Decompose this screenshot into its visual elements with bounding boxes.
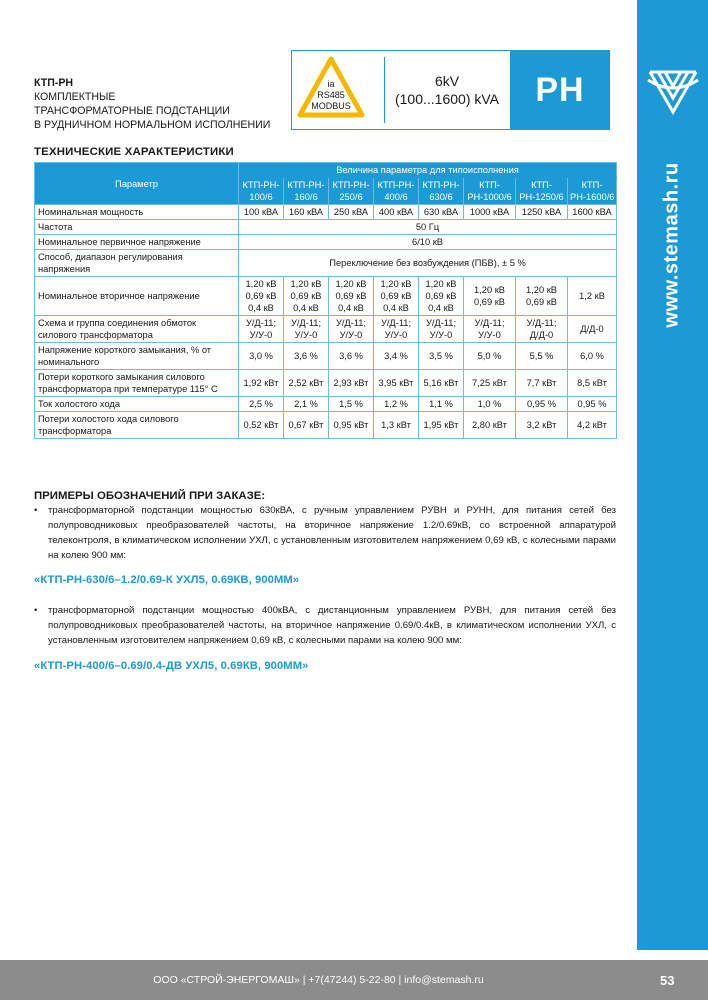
- footer-contacts: ООО «СТРОЙ-ЭНЕРГОМАШ» | +7(47244) 5-22-80 | info@stemash.ru: [153, 974, 484, 986]
- value-cell: 100 кВА: [239, 205, 284, 220]
- ia-modbus-badge: [296, 55, 366, 121]
- value-cell: 5,0 %: [464, 343, 516, 370]
- value-cell: 160 кВА: [284, 205, 329, 220]
- series-tag: PH: [510, 50, 610, 130]
- order-code: «КТП-РН-630/6–1.2/0.69-К УХЛ5, 0.69КВ, 900ММ»: [34, 574, 300, 586]
- website-link[interactable]: www.stemash.ru: [660, 162, 683, 328]
- example-text: трансформаторной подстанции мощностью 630кВА, с ручным управлением РУВН и РУНН, для питания сетей без полупроводниковых преобразователей частоты, на вторичное напряжение 1.2/0.69кВ, со встроенной аппаратурой телеконтроля, в климатическом исполнении УХЛ, с установленным изготовителем напряжением 0,69 кВ, с колесными парами на колею 900 мм:: [48, 505, 616, 561]
- value-cell: 1250 кВА: [516, 205, 568, 220]
- table-row: [35, 250, 617, 277]
- value-cell: У/Д-11; У/У-0: [329, 316, 374, 343]
- value-cell: 3,95 кВт: [374, 370, 419, 397]
- rating-spec: [385, 72, 509, 108]
- type-header: КТП-РН- 250/6: [329, 178, 374, 205]
- type-header: КТП- РН-1000/6: [464, 178, 516, 205]
- value-cell: 0,67 кВт: [284, 412, 329, 439]
- svg-text:RS485: RS485: [317, 90, 345, 100]
- value-cell: Переключение без возбуждения (ПБВ), ± 5 %: [239, 250, 617, 277]
- param-cell: Схема и группа соединения обмоток силового трансформатора: [35, 316, 239, 343]
- value-cell: У/Д-11; У/У-0: [464, 316, 516, 343]
- value-cell: 3,0 %: [239, 343, 284, 370]
- table-row: [35, 277, 617, 316]
- spec-table: [34, 162, 617, 439]
- value-cell: 3,5 %: [419, 343, 464, 370]
- value-cell: 1,20 кВ 0,69 кВ 0,4 кВ: [239, 277, 284, 316]
- page-number: 53: [660, 972, 675, 988]
- param-cell: Номинальное первичное напряжение: [35, 235, 239, 250]
- value-cell: 400 кВА: [374, 205, 419, 220]
- value-cell: 1,3 кВт: [374, 412, 419, 439]
- value-cell: 50 Гц: [239, 220, 617, 235]
- voltage-rating: 6kV: [434, 73, 460, 89]
- bullet: •: [34, 605, 38, 616]
- value-cell: 1,20 кВ 0,69 кВ: [464, 277, 516, 316]
- param-cell: Ток холостого хода: [35, 397, 239, 412]
- param-cell: Номинальное вторичное напряжение: [35, 277, 239, 316]
- table-row: [35, 370, 617, 397]
- example-item: [34, 603, 616, 648]
- type-header: КТП-РН- 400/6: [374, 178, 419, 205]
- value-cell: У/Д-11; Д/Д-0: [516, 316, 568, 343]
- value-cell: 0,95 кВт: [329, 412, 374, 439]
- value-cell: 0,52 кВт: [239, 412, 284, 439]
- table-row: [35, 412, 617, 439]
- value-cell: 1,95 кВт: [419, 412, 464, 439]
- example-item: [34, 503, 616, 563]
- value-cell: 3,6 %: [284, 343, 329, 370]
- value-cell: 630 кВА: [419, 205, 464, 220]
- product-code: КТП-РН: [34, 77, 74, 89]
- power-rating: (100...1600) kVA: [394, 91, 500, 107]
- value-cell: 4,2 кВт: [568, 412, 617, 439]
- product-header: [34, 76, 284, 132]
- svg-text:ia: ia: [327, 79, 335, 89]
- value-cell: 1,2 %: [374, 397, 419, 412]
- value-cell: 7,7 кВт: [516, 370, 568, 397]
- type-header: КТП-РН- 160/6: [284, 178, 329, 205]
- type-header: КТП- РН-1250/6: [516, 178, 568, 205]
- table-row: [35, 220, 617, 235]
- param-cell: Частота: [35, 220, 239, 235]
- side-band: [637, 0, 708, 950]
- value-cell: У/Д-11; У/У-0: [284, 316, 329, 343]
- section-title: ТЕХНИЧЕСКИЕ ХАРАКТЕРИСТИКИ: [34, 146, 234, 158]
- value-cell: 1,5 %: [329, 397, 374, 412]
- value-cell: 2,52 кВт: [284, 370, 329, 397]
- group-header: Величина параметра для типоисполнения: [239, 163, 617, 178]
- type-header: КТП-РН- 100/6: [239, 178, 284, 205]
- value-cell: 0,95 %: [516, 397, 568, 412]
- value-cell: 1,1 %: [419, 397, 464, 412]
- value-cell: У/Д-11; У/У-0: [374, 316, 419, 343]
- value-cell: 1,2 кВ: [568, 277, 617, 316]
- value-cell: 6/10 кВ: [239, 235, 617, 250]
- value-cell: У/Д-11; У/У-0: [419, 316, 464, 343]
- example-text: трансформаторной подстанции мощностью 400кВА, с дистанционным управлением РУВН, для питания сетей без полупроводниковых преобразователей частоты, на вторичное напряжение 0.69/0.4кВ, в климатическом исполнении УХЛ, с установленным изготовителем напряжением 0,69 кВ, с колесными парами на колею 900 мм:: [48, 605, 616, 646]
- value-cell: Д/Д-0: [568, 316, 617, 343]
- value-cell: 6,0 %: [568, 343, 617, 370]
- value-cell: 1600 кВА: [568, 205, 617, 220]
- table-row: [35, 397, 617, 412]
- param-cell: Напряжение короткого замыкания, % от номинального: [35, 343, 239, 370]
- value-cell: 5,5 %: [516, 343, 568, 370]
- value-cell: 2,1 %: [284, 397, 329, 412]
- product-title-line: ТРАНСФОРМАТОРНЫЕ ПОДСТАНЦИИ: [34, 105, 230, 117]
- company-logo-icon: [646, 66, 700, 118]
- value-cell: 2,5 %: [239, 397, 284, 412]
- table-row: [35, 205, 617, 220]
- value-cell: 1,20 кВ 0,69 кВ 0,4 кВ: [374, 277, 419, 316]
- product-title-line: КОМПЛЕКТНЫЕ: [34, 91, 116, 103]
- value-cell: 8,5 кВт: [568, 370, 617, 397]
- param-cell: Потери короткого замыкания силового трансформатора при температуре 115° С: [35, 370, 239, 397]
- table-row: [35, 235, 617, 250]
- param-cell: Номинальная мощность: [35, 205, 239, 220]
- value-cell: 3,2 кВт: [516, 412, 568, 439]
- value-cell: 3,6 %: [329, 343, 374, 370]
- svg-text:MODBUS: MODBUS: [311, 101, 351, 111]
- value-cell: 2,93 кВт: [329, 370, 374, 397]
- value-cell: 1,20 кВ 0,69 кВ: [516, 277, 568, 316]
- value-cell: 0,95 %: [568, 397, 617, 412]
- table-row: [35, 316, 617, 343]
- param-cell: Потери холостого хода силового трансформатора: [35, 412, 239, 439]
- value-cell: 1,20 кВ 0,69 кВ 0,4 кВ: [419, 277, 464, 316]
- type-header: КТП-РН- 630/6: [419, 178, 464, 205]
- param-cell: Способ, диапазон регулирования напряжения: [35, 250, 239, 277]
- value-cell: 1,92 кВт: [239, 370, 284, 397]
- value-cell: У/Д-11; У/У-0: [239, 316, 284, 343]
- table-row: [35, 343, 617, 370]
- value-cell: 1,0 %: [464, 397, 516, 412]
- examples-title: ПРИМЕРЫ ОБОЗНАЧЕНИЙ ПРИ ЗАКАЗЕ:: [34, 490, 266, 502]
- footer: [0, 960, 708, 1000]
- product-title-line: В РУДНИЧНОМ НОРМАЛЬНОМ ИСПОЛНЕНИИ: [34, 119, 271, 131]
- order-code: «КТП-РН-400/6–0.69/0.4-ДВ УХЛ5, 0.69КВ, 900ММ»: [34, 660, 309, 672]
- value-cell: 1,20 кВ 0,69 кВ 0,4 кВ: [284, 277, 329, 316]
- value-cell: 5,16 кВт: [419, 370, 464, 397]
- bullet: •: [34, 505, 38, 516]
- type-header: КТП- РН-1600/6: [568, 178, 617, 205]
- value-cell: 1000 кВА: [464, 205, 516, 220]
- param-header: Параметр: [35, 163, 239, 205]
- value-cell: 7,25 кВт: [464, 370, 516, 397]
- value-cell: 3,4 %: [374, 343, 419, 370]
- value-cell: 2,80 кВт: [464, 412, 516, 439]
- value-cell: 1,20 кВ 0,69 кВ 0,4 кВ: [329, 277, 374, 316]
- value-cell: 250 кВА: [329, 205, 374, 220]
